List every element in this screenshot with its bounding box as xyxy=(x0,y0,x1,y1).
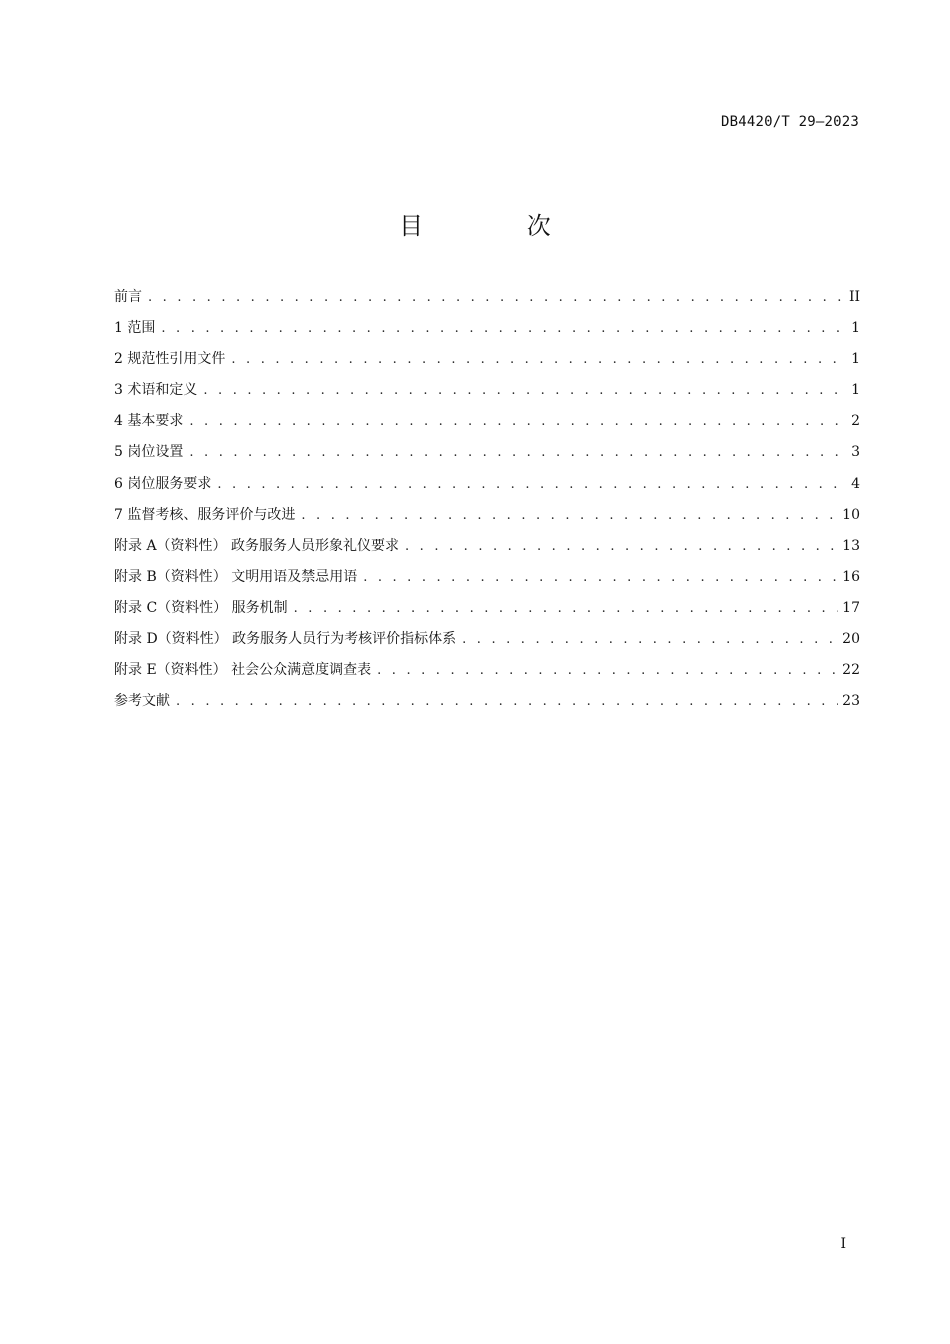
toc-entry-page: 3 xyxy=(851,444,860,461)
toc-dot-leader xyxy=(377,660,838,682)
toc-dot-leader xyxy=(189,442,847,464)
toc-dot-leader xyxy=(405,536,838,558)
toc-entry-bibliography[interactable] xyxy=(114,690,860,721)
toc-entry-page: 2 xyxy=(851,413,860,430)
toc-dot-leader xyxy=(462,629,838,651)
toc-entry-page: 1 xyxy=(851,351,860,368)
toc-entry-appendix-a[interactable] xyxy=(114,535,860,566)
page-title: 目 次 xyxy=(399,212,599,240)
toc-dot-leader xyxy=(294,598,839,620)
toc-dot-leader xyxy=(363,567,838,589)
toc-entry-page: 13 xyxy=(842,537,860,554)
toc-entry-label: 附录 B（资料性） 文明用语及禁忌用语 xyxy=(114,568,358,585)
page-number: I xyxy=(840,1236,846,1252)
toc-entry-page: 23 xyxy=(842,693,860,710)
toc-entry-label: 7 监督考核、服务评价与改进 xyxy=(114,506,296,523)
toc-dot-leader xyxy=(148,287,845,309)
toc-entry-label: 附录 A（资料性） 政务服务人员形象礼仪要求 xyxy=(114,537,400,554)
toc-dot-leader xyxy=(301,505,838,527)
toc-entry-supervision-evaluation[interactable] xyxy=(114,504,860,535)
toc-entry-label: 附录 C（资料性） 服务机制 xyxy=(114,599,288,616)
toc-entry-normative-references[interactable] xyxy=(114,348,860,379)
toc-entry-post-service-requirements[interactable] xyxy=(114,473,860,504)
toc-dot-leader xyxy=(161,318,847,340)
toc-entry-label: 附录 E（资料性） 社会公众满意度调查表 xyxy=(114,662,372,679)
toc-entry-basic-requirements[interactable] xyxy=(114,410,860,441)
toc-entry-page: II xyxy=(848,289,860,305)
toc-entry-page: 20 xyxy=(842,631,860,648)
toc-entry-label: 6 岗位服务要求 xyxy=(114,475,212,492)
toc-entry-page: 17 xyxy=(842,599,860,616)
toc-entry-label: 4 基本要求 xyxy=(114,413,184,430)
toc-entry-terms-definitions[interactable] xyxy=(114,379,860,410)
toc-entry-label: 5 岗位设置 xyxy=(114,444,184,461)
toc-entry-appendix-e[interactable] xyxy=(114,659,860,690)
toc-entry-page: 10 xyxy=(842,506,860,523)
toc-dot-leader xyxy=(217,474,847,496)
table-of-contents xyxy=(114,286,860,721)
toc-entry-label: 参考文献 xyxy=(114,693,170,710)
toc-entry-post-setup[interactable] xyxy=(114,441,860,472)
toc-dot-leader xyxy=(176,691,838,713)
toc-entry-label: 2 规范性引用文件 xyxy=(114,351,226,368)
toc-dot-leader xyxy=(189,411,847,433)
toc-entry-appendix-b[interactable] xyxy=(114,566,860,597)
toc-entry-appendix-d[interactable] xyxy=(114,628,860,659)
toc-entry-label: 前言 xyxy=(114,289,142,305)
toc-entry-page: 4 xyxy=(851,475,860,492)
toc-entry-appendix-c[interactable] xyxy=(114,597,860,628)
toc-entry-page: 22 xyxy=(842,662,860,679)
toc-dot-leader xyxy=(203,380,847,402)
document-number: DB4420/T 29—2023 xyxy=(720,114,859,130)
toc-entry-page: 1 xyxy=(851,382,860,399)
toc-entry-label: 3 术语和定义 xyxy=(114,382,198,399)
toc-dot-leader xyxy=(231,349,847,371)
toc-entry-label: 附录 D（资料性） 政务服务人员行为考核评价指标体系 xyxy=(114,631,457,648)
toc-entry-foreword[interactable] xyxy=(114,286,860,317)
toc-entry-page: 1 xyxy=(851,320,860,337)
toc-entry-label: 1 范围 xyxy=(114,320,156,337)
toc-entry-scope[interactable] xyxy=(114,317,860,348)
toc-entry-page: 16 xyxy=(842,568,860,585)
